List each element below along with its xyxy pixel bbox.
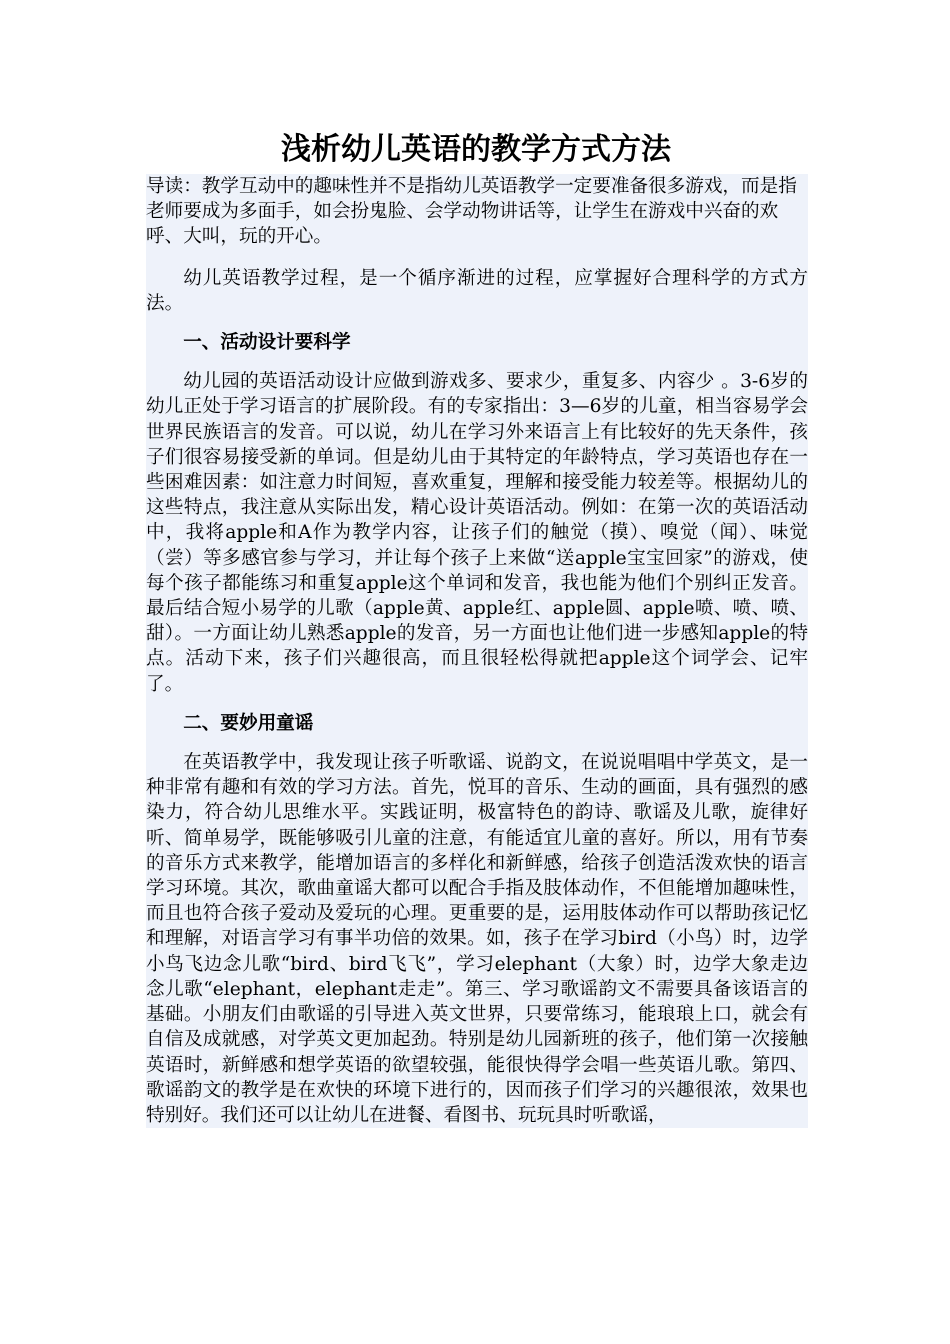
- paragraph-2: 幼儿园的英语活动设计应做到游戏多、要求少，重复多、内容少 。3-6岁的幼儿正处于学习语言的扩展阶段。有的专家指出：3—6岁的儿童，相当容易学会世界民族语言的发音。可以说，幼儿在学习外来语言上有比较好的先天条件，孩子们很容易接受新的单词。但是幼儿由于其特定的年龄特点，学习英语也存在一些困难因素：如注意力时间短，喜欢重复，理解和接受能力较差等。根据幼儿的这些特点，我注意从实际出发，精心设计英语活动。例如：在第一次的英语活动中，我将apple和A作为教学内容，让孩子们的触觉（摸）、嗅觉（闻）、味觉（尝）等多感官参与学习，并让每个孩子上来做“送apple宝宝回家”的游戏，使每个孩子都能练习和重复apple这个单词和发音，我也能为他们个别纠正发音。最后结合短小易学的儿歌（apple黄、apple红、apple圆、apple喷、喷、喷、甜）。一方面让幼儿熟悉apple的发音，另一方面也让他们进一步感知apple的特点。活动下来，孩子们兴趣很高，而且很轻松得就把apple这个词学会、记牢了。: [146, 371, 808, 695]
- intro-paragraph: 导读：教学互动中的趣味性并不是指幼儿英语教学一定要准备很多游戏，而是指老师要成为多面手，如会扮鬼脸、会学动物讲话等，让学生在游戏中兴奋的欢呼、大叫，玩的开心。: [146, 176, 797, 248]
- section-heading-2: 二、要妙用童谣: [183, 712, 314, 734]
- page-title: 浅析幼儿英语的教学方式方法: [281, 132, 671, 167]
- paragraph-3: 在英语教学中，我发现让孩子听歌谣、说韵文，在说说唱唱中学英文，是一种非常有趣和有效的学习方法。首先，悦耳的音乐、生动的画面，具有强烈的感染力，符合幼儿思维水平。实践证明，极富特色的韵诗、歌谣及儿歌，旋律好听、简单易学，既能够吸引儿童的注意，有能适宜儿童的喜好。所以，用有节奏的音乐方式来教学，能增加语言的多样化和新鲜感，给孩子创造活泼欢快的语言学习环境。其次，歌曲童谣大都可以配合手指及肢体动作，不但能增加趣味性，而且也符合孩子爱动及爱玩的心理。更重要的是，运用肢体动作可以帮助孩记忆和理解，对语言学习有事半功倍的效果。如，孩子在学习bird（小鸟）时，边学小鸟飞边念儿歌“bird、bird飞飞”，学习elephant（大象）时，边学大象走边念儿歌“elephant，elephant走走”。第三、学习歌谣韵文不需要具备该语言的基础。小朋友们由歌谣的引导进入英文世界，只要常练习，能琅琅上口，就会有自信及成就感，对学英文更加起劲。特别是幼儿园新班的孩子，他们第一次接触英语时，新鲜感和想学英语的欲望较强，能很快得学会唱一些英语儿歌。第四、歌谣韵文的教学是在欢快的环境下进行的，因而孩子们学习的兴趣很浓，效果也特别好。我们还可以让幼儿在进餐、看图书、玩玩具时听歌谣，: [146, 752, 808, 1126]
- paragraph-1: 幼儿英语教学过程，是一个循序渐进的过程，应掌握好合理科学的方式方法。: [146, 267, 808, 314]
- document-body: [146, 174, 808, 1128]
- section-heading-1: 一、活动设计要科学: [183, 332, 351, 354]
